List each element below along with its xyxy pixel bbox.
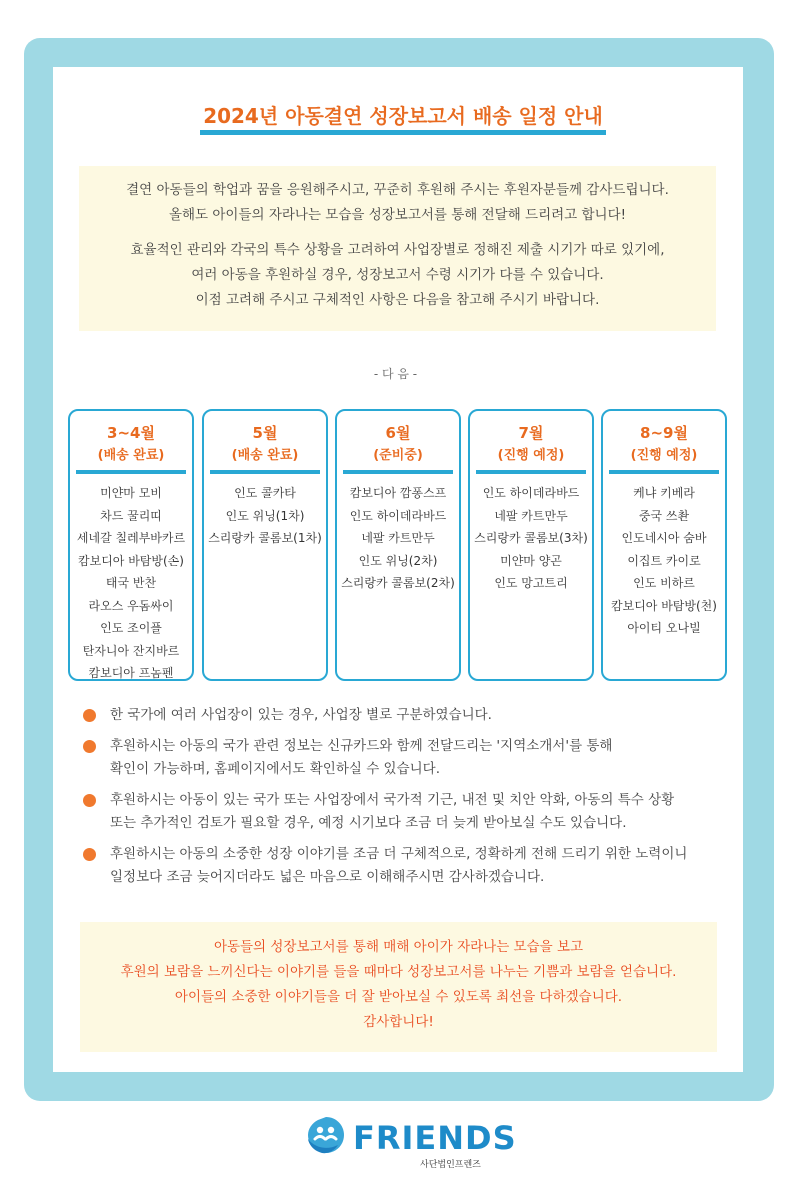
list-item: 인도 비하르	[633, 576, 695, 590]
list-item: 이집트 카이로	[627, 553, 701, 568]
col-items	[204, 482, 326, 550]
note-item	[83, 789, 723, 835]
list-item: 네팔 카트만두	[494, 508, 568, 523]
intro-box	[79, 166, 716, 331]
list-item: 스리랑카 콜롬보(3차)	[474, 531, 588, 545]
list-item: 인도 위닝(1차)	[225, 508, 305, 523]
col-divider	[343, 470, 453, 474]
note-item	[83, 704, 723, 727]
list-item: 스리랑카 콜롬보(2차)	[341, 576, 455, 590]
title-underline	[200, 130, 606, 135]
closing-line-4: 감사합니다!	[363, 1014, 434, 1030]
note-line: 후원하시는 아동의 국가 관련 정보는 신규카드와 함께 전달드리는 '지역소개서'를 통해	[110, 738, 613, 754]
list-item: 중국 쓰촨	[638, 508, 690, 523]
col-status: (배송 완료)	[231, 448, 299, 463]
note-line: 일정보다 조금 늦어지더라도 넓은 마음으로 이해해주시면 감사하겠습니다.	[110, 869, 545, 885]
schedule-col-1	[68, 409, 194, 681]
intro-line-2: 올해도 아이들의 자라나는 모습을 성장보고서를 통해 전달해 드리려고 합니다!	[168, 207, 627, 223]
col-items	[470, 482, 592, 595]
list-item: 미얀마 양곤	[500, 553, 562, 568]
bullet-dot-icon	[83, 709, 96, 722]
list-item: 인도 하이데라바드	[349, 508, 447, 523]
page-title: 2024년 아동결연 성장보고서 배송 일정 안내	[203, 104, 603, 128]
col-divider	[476, 470, 586, 474]
note-line: 또는 추가적인 검토가 필요할 경우, 예정 시기보다 조금 더 늦게 받아보실 수도 있습니다.	[110, 815, 627, 831]
schedule-col-4	[468, 409, 594, 681]
intro-line-3: 효율적인 관리와 각국의 특수 상황을 고려하여 사업장별로 정해진 제출 시기가 따로 있기에,	[130, 242, 665, 258]
schedule-col-5	[601, 409, 727, 681]
col-divider	[609, 470, 719, 474]
intro-line-1: 결연 아동들의 학업과 꿈을 응원해주시고, 꾸준히 후원해 주시는 후원자분들께 감사드립니다.	[126, 182, 669, 198]
col-month: 7월	[518, 424, 544, 442]
intro-line-4: 여러 아동을 후원하실 경우, 성장보고서 수령 시기가 다를 수 있습니다.	[191, 267, 604, 283]
note-item	[83, 735, 723, 781]
list-item: 인도네시아 숨바	[621, 531, 707, 545]
col-month: 5월	[252, 424, 278, 442]
col-month: 3~4월	[107, 424, 155, 442]
note-item	[83, 843, 723, 889]
list-item: 캄보디아 바탐방(손)	[78, 553, 184, 568]
logo-wordmark: FRIENDS	[353, 1119, 517, 1157]
col-status: (준비중)	[373, 448, 423, 463]
list-item: 캄보디아 프놈펜	[88, 666, 174, 680]
logo-subtitle: 사단법인프렌즈	[420, 1160, 481, 1170]
list-item: 캄보디아 깜퐁스프	[349, 486, 447, 500]
note-line: 후원하시는 아동이 있는 국가 또는 사업장에서 국가적 기근, 내전 및 치안 악화, 아동의 특수 상황	[110, 792, 675, 808]
list-item: 세네갈 칠레부바카르	[76, 531, 186, 545]
friends-logo-icon	[304, 1113, 348, 1157]
list-item: 인도 망고트리	[494, 576, 568, 590]
closing-line-3: 아이들의 소중한 이야기들을 더 잘 받아보실 수 있도록 최선을 다하겠습니다.	[174, 989, 623, 1005]
da-eum-label: - 다 음 -	[373, 367, 418, 381]
list-item: 차드 꿀리띠	[100, 508, 162, 523]
col-status: (진행 예정)	[630, 448, 698, 463]
col-items	[70, 482, 192, 685]
intro-line-5: 이점 고려해 주시고 구체적인 사항은 다음을 참고해 주시기 바랍니다.	[195, 292, 600, 308]
schedule-col-3	[335, 409, 461, 681]
list-item: 네팔 카트만두	[361, 531, 435, 545]
list-item: 인도 위닝(2차)	[358, 553, 438, 568]
list-item: 탄자니아 잔지바르	[82, 643, 180, 658]
list-item: 라오스 우돔싸이	[88, 598, 174, 613]
list-item: 인도 콜카타	[234, 486, 296, 500]
list-item: 미얀마 모비	[100, 486, 162, 500]
friends-logo	[304, 1113, 517, 1175]
bullet-dot-icon	[83, 848, 96, 861]
list-item: 케냐 키베라	[633, 486, 695, 500]
col-items	[603, 482, 725, 640]
list-item: 아이티 오나빌	[627, 621, 701, 635]
notes-list	[83, 704, 723, 897]
closing-line-1: 아동들의 성장보고서를 통해 매해 아이가 자라나는 모습을 보고	[213, 939, 584, 955]
col-month: 8~9월	[640, 424, 688, 442]
closing-box	[80, 922, 717, 1052]
list-item: 스리랑카 콜롬보(1차)	[208, 531, 322, 545]
list-item: 캄보디아 바탐방(천)	[611, 598, 717, 613]
list-item: 인도 하이데라바드	[482, 486, 580, 500]
bullet-dot-icon	[83, 740, 96, 753]
col-month: 6월	[385, 424, 411, 442]
note-line: 확인이 가능하며, 홈페이지에서도 확인하실 수 있습니다.	[110, 761, 440, 777]
col-divider	[210, 470, 320, 474]
closing-line-2: 후원의 보람을 느끼신다는 이야기를 들을 때마다 성장보고서를 나누는 기쁨과 보람을 얻습니다.	[120, 964, 677, 980]
schedule-col-2	[202, 409, 328, 681]
list-item: 인도 조이플	[100, 621, 162, 635]
col-items	[337, 482, 459, 595]
bullet-dot-icon	[83, 794, 96, 807]
note-line: 후원하시는 아동의 소중한 성장 이야기를 조금 더 구체적으로, 정확하게 전해 드리기 위한 노력이니	[110, 846, 688, 862]
col-status: (진행 예정)	[497, 448, 565, 463]
note-line: 한 국가에 여러 사업장이 있는 경우, 사업장 별로 구분하였습니다.	[110, 707, 492, 723]
col-status: (배송 완료)	[97, 448, 165, 463]
col-divider	[76, 470, 186, 474]
list-item: 태국 반찬	[105, 576, 157, 590]
